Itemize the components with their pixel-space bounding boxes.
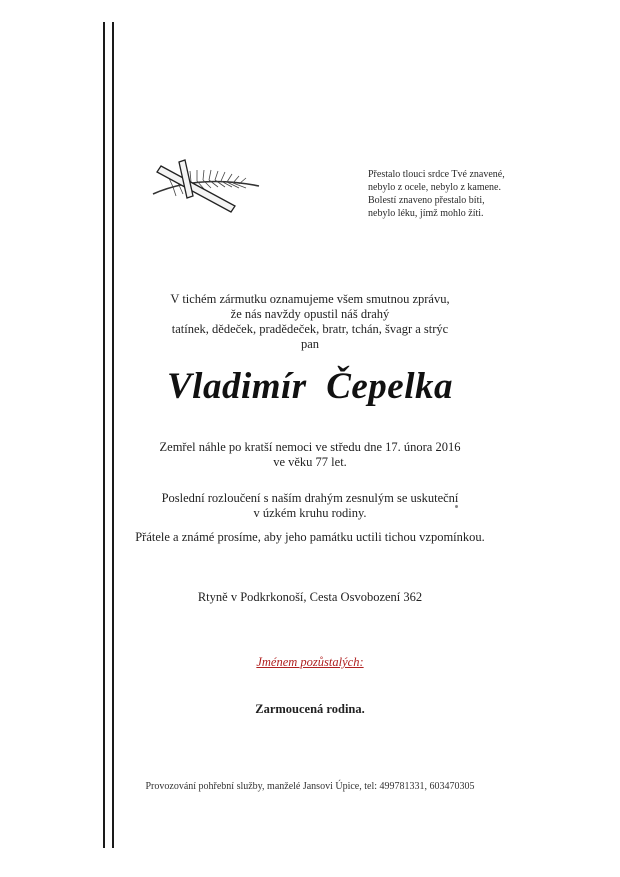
death-line: ve věku 77 let. (273, 455, 347, 469)
friends-note: Přátele a známé prosíme, aby jeho památku uctili tichou vzpomínkou. (135, 530, 485, 544)
deceased-name: Vladimír Čepelka (167, 366, 453, 407)
announcement-intro (110, 292, 510, 352)
death-line: Zemřel náhle po kratší nemoci ve středu dne 17. února 2016 (159, 440, 461, 454)
family-signature: Zarmoucená rodina. (255, 702, 365, 716)
farewell-line: Poslední rozloučení s naším drahým zesnulým se uskuteční (161, 491, 459, 505)
speck-mark (455, 505, 458, 508)
border-line-left-outer (103, 22, 105, 848)
poem-line: Přestalo tlouci srdce Tvé znavené, (368, 169, 505, 180)
intro-line: že nás navždy opustil náš drahý (230, 307, 390, 321)
border-line-left-inner (112, 22, 114, 848)
poem-verse (368, 168, 548, 220)
cross-and-palm-icon (143, 156, 263, 216)
intro-line: V tichém zármutku oznamujeme všem smutnou zprávu, (170, 292, 450, 306)
address: Rtyně v Podkrkonoší, Cesta Osvobození 362 (197, 590, 423, 604)
intro-line: pan (300, 337, 320, 351)
funeral-service-footer: Provozování pohřební služby, manželé Jansovi Úpice, tel: 499781331, 603470305 (145, 781, 475, 792)
poem-line: nebylo z ocele, nebylo z kamene. (368, 182, 501, 193)
death-notice (110, 440, 510, 470)
on-behalf-text: Jménem pozůstalých: (256, 655, 364, 669)
farewell-line: v úzkém kruhu rodiny. (253, 506, 367, 520)
farewell-notice (110, 491, 510, 521)
poem-line: nebylo léku, jímž mohlo žíti. (368, 208, 484, 219)
on-behalf-label (110, 655, 510, 670)
intro-line: tatínek, dědeček, pradědeček, bratr, tchán, švagr a strýc (171, 322, 449, 336)
poem-line: Bolestí znaveno přestalo bíti, (368, 195, 485, 206)
